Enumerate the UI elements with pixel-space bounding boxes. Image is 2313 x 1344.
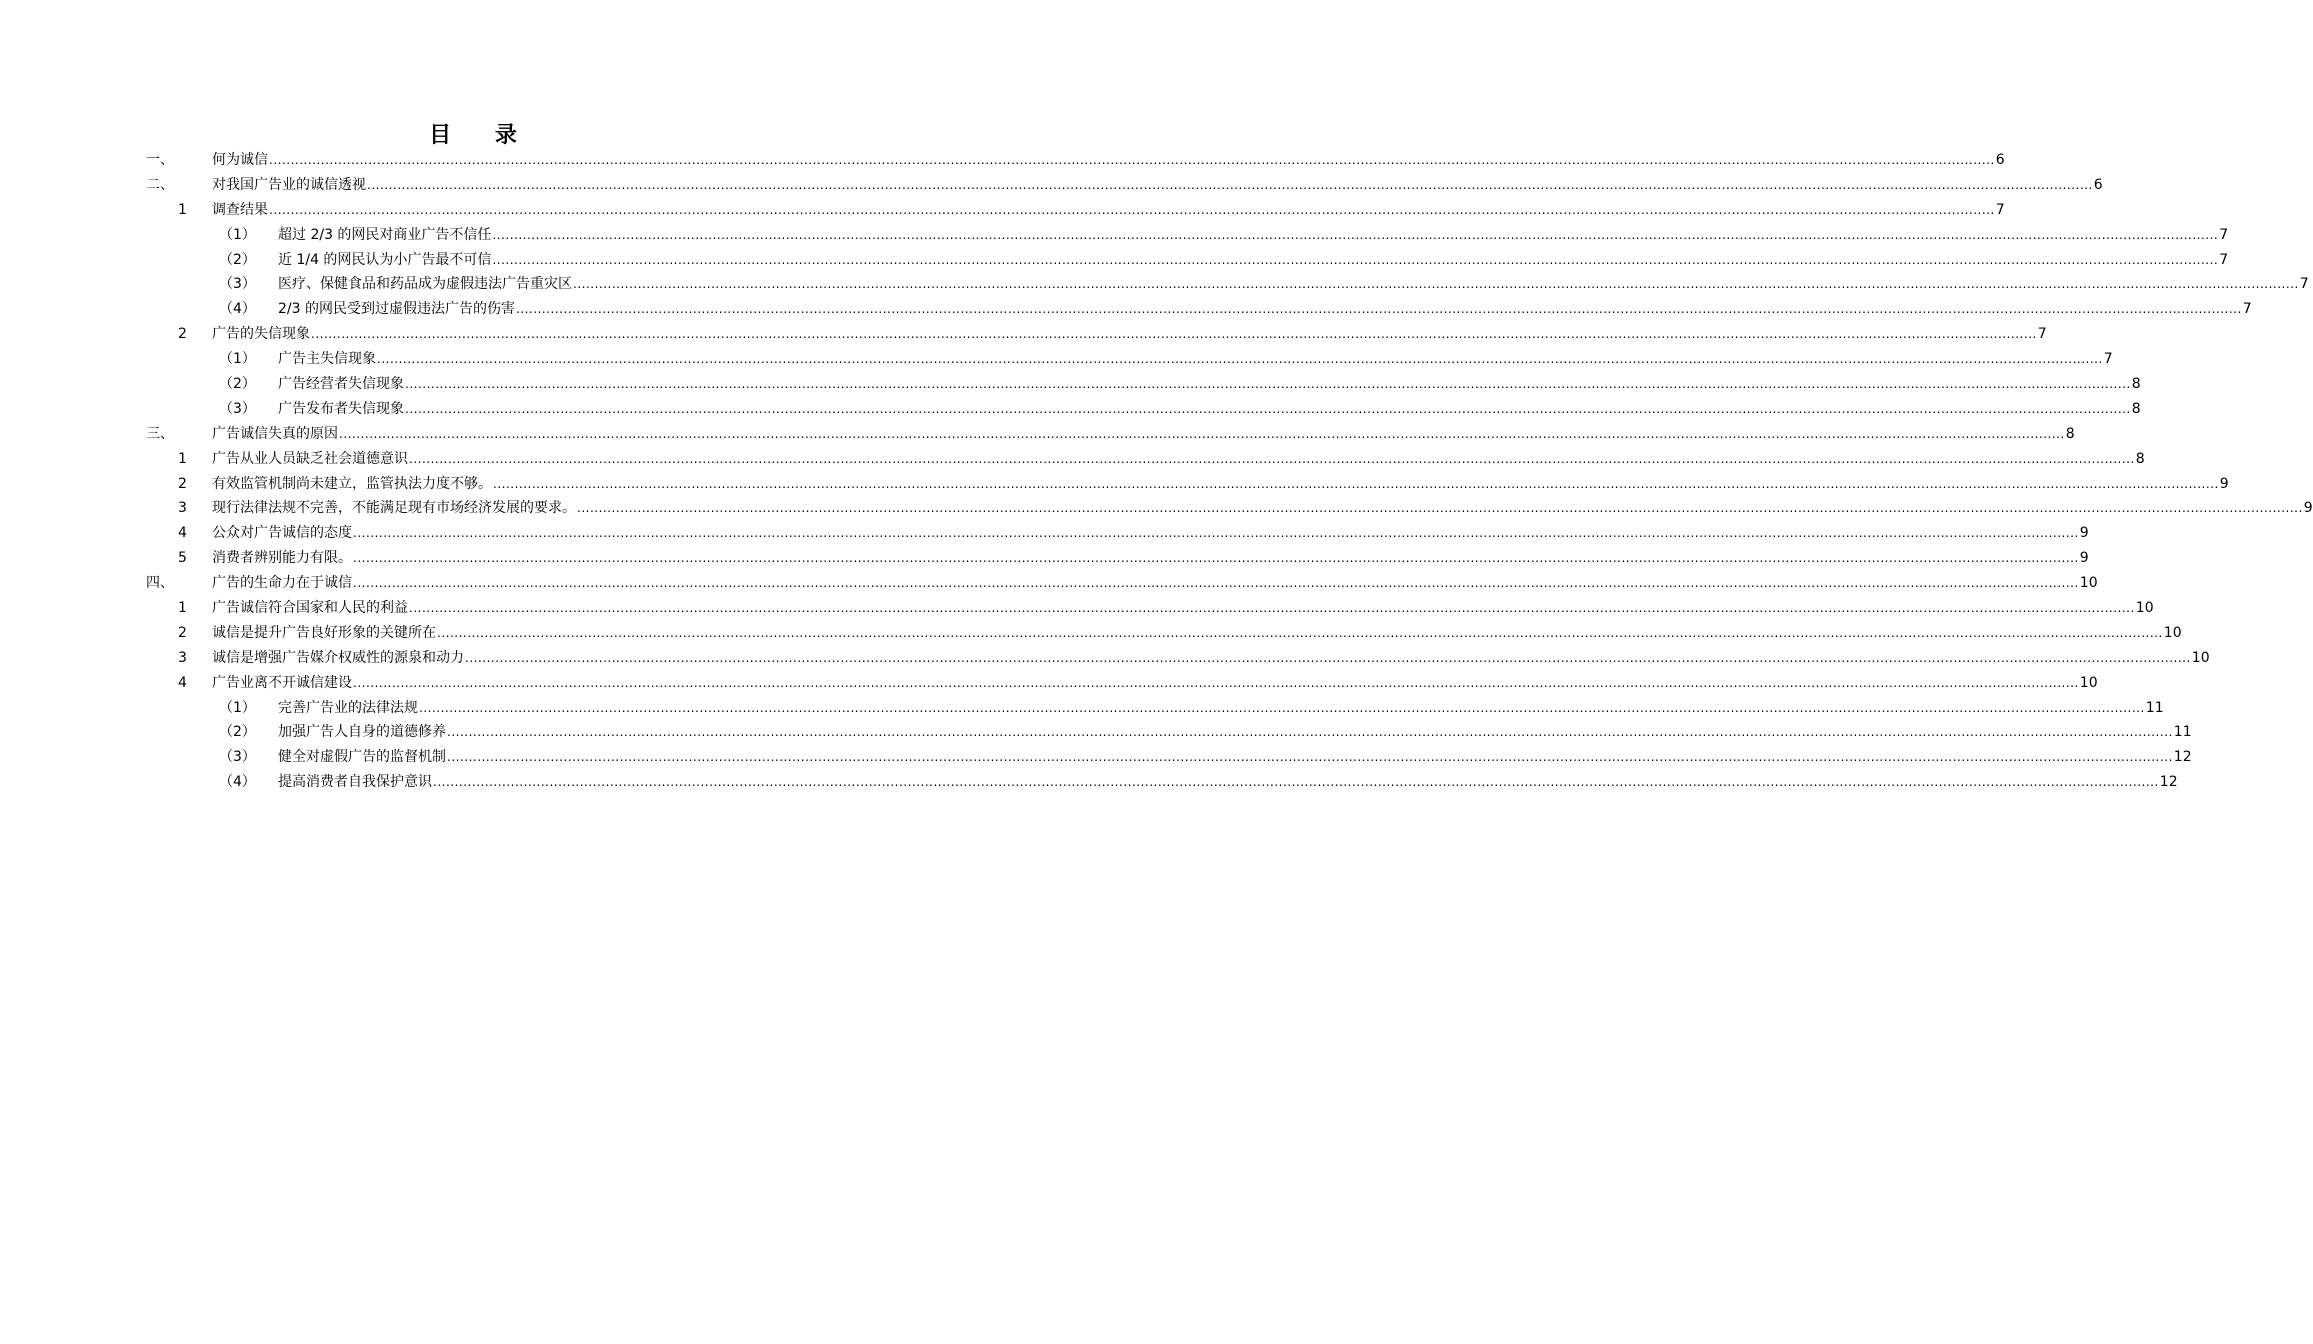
toc-entry[interactable] [0,322,2047,347]
toc-entry-number: （4） [219,301,256,318]
toc-dot-leader: ................................................................................................................................................................................................................................................................................................................................................................................................................ [409,451,2135,466]
toc-entry-page-number: 8 [2131,400,2141,417]
toc-entry-page-number: 7 [2037,326,2047,343]
toc-entry-title: 广告主失信现象 [278,351,376,368]
toc-entry-line [278,372,2141,397]
toc-entry-number: （1） [219,226,256,243]
toc-entry-line [212,472,2229,497]
toc-entry[interactable] [0,223,2229,248]
toc-entry-line [212,621,2182,646]
toc-entry-page-number: 7 [2242,301,2252,318]
toc-entry-title: 有效监管机制尚未建立，监管执法力度不够。 [212,475,492,492]
toc-entry-number: （3） [219,749,256,766]
toc-dot-leader: ................................................................................................................................................................................................................................................................................................................................................................................................................ [573,277,2299,292]
toc-entry-title: 调查结果 [212,201,268,218]
toc-entry[interactable] [0,447,2145,472]
toc-dot-leader: ................................................................................................................................................................................................................................................................................................................................................................................................................ [433,775,2159,790]
toc-entry[interactable] [0,671,2098,696]
toc-entry-number: （3） [219,400,256,417]
toc-entry-title: 广告业离不开诚信建设 [212,674,352,691]
toc-dot-leader: ................................................................................................................................................................................................................................................................................................................................................................................................................ [447,750,2173,765]
toc-dot-leader: ................................................................................................................................................................................................................................................................................................................................................................................................................ [465,650,2191,665]
toc-entry-line [278,745,2192,770]
toc-entry-line [212,198,2005,223]
toc-dot-leader: ................................................................................................................................................................................................................................................................................................................................................................................................................ [493,476,2219,491]
toc-entry-title: 消费者辨别能力有限。 [212,550,352,567]
toc-entry-title: 诚信是提升广告良好形象的关键所在 [212,624,436,641]
toc-entry-number: 二、 [146,176,174,193]
toc-entry-page-number: 12 [2159,774,2178,791]
toc-entry-line [212,521,2089,546]
toc-dot-leader: ................................................................................................................................................................................................................................................................................................................................................................................................................ [405,401,2131,416]
toc-entry-page-number: 11 [2173,724,2192,741]
toc-entry-number: 四、 [146,575,174,592]
toc-entry-number: 3 [178,500,187,517]
toc-entry-number: 4 [178,674,187,691]
toc-entry-line [278,272,2309,297]
toc-entry-line [278,248,2229,273]
toc-dot-leader: ................................................................................................................................................................................................................................................................................................................................................................................................................ [409,601,2135,616]
toc-entry[interactable] [0,397,2141,422]
toc-entry-line [212,447,2145,472]
toc-entry-number: 2 [178,624,187,641]
toc-entry[interactable] [0,173,2103,198]
toc-entry[interactable] [0,248,2229,273]
toc-entry[interactable] [0,720,2192,745]
toc-entry-page-number: 9 [2303,500,2313,517]
toc-entry-number: （2） [219,251,256,268]
toc-entry-title: 广告的生命力在于诚信 [212,575,352,592]
toc-entry-number: （1） [219,351,256,368]
toc-entry-number: 1 [178,600,187,617]
toc-entry-title: 诚信是增强广告媒介权威性的源泉和动力 [212,649,464,666]
toc-entry-title: 何为诚信 [212,152,268,168]
toc-entry-number: （2） [219,376,256,393]
toc-entry-line [212,496,2313,521]
toc-dot-leader: ................................................................................................................................................................................................................................................................................................................................................................................................................ [492,227,2219,242]
page-title: 目 录 [429,123,535,148]
toc-entry-page-number: 12 [2173,749,2192,766]
toc-entry-page-number: 6 [2093,176,2103,193]
toc-entry-number: 2 [178,475,187,492]
toc-entry-page-number: 10 [2079,575,2098,592]
toc-entry-page-number: 7 [2219,251,2229,268]
toc-dot-leader: ................................................................................................................................................................................................................................................................................................................................................................................................................ [419,700,2145,715]
toc-entry-page-number: 10 [2079,674,2098,691]
toc-entry-number: 1 [178,450,187,467]
toc-entry-number: （1） [219,699,256,716]
toc-entry-title: 完善广告业的法律法规 [278,699,418,716]
toc-entry[interactable] [0,546,2089,571]
toc-entry-number: 4 [178,525,187,542]
toc-entry[interactable] [0,745,2192,770]
toc-entry-page-number: 6 [1995,152,2005,168]
toc-entry-page-number: 8 [2135,450,2145,467]
toc-entry-number: 5 [178,550,187,567]
toc-entry[interactable] [0,372,2141,397]
toc-entry-title: 广告经营者失信现象 [278,376,404,393]
toc-entry-line [278,397,2141,422]
toc-dot-leader: ................................................................................................................................................................................................................................................................................................................................................................................................................ [515,302,2242,317]
toc-entry-number: 1 [178,201,187,218]
toc-entry-number: 2 [178,326,187,343]
toc-entry-page-number: 8 [2131,376,2141,393]
toc-entry-title: 现行法律法规不完善，不能满足现有市场经济发展的要求。 [212,500,576,517]
toc-entry[interactable] [0,272,2309,297]
toc-entry-line [212,571,2098,596]
toc-entry-page-number: 11 [2145,699,2164,716]
toc-entry-line [278,223,2229,248]
toc-dot-leader: ................................................................................................................................................................................................................................................................................................................................................................................................................ [339,426,2065,441]
toc-dot-leader: ................................................................................................................................................................................................................................................................................................................................................................................................................ [311,327,2037,342]
toc-entry-page-number: 10 [2191,649,2210,666]
toc-dot-leader: ................................................................................................................................................................................................................................................................................................................................................................................................................ [447,725,2173,740]
toc-entry-line [278,297,2252,322]
toc-entry[interactable] [0,148,2005,173]
toc-entry-number: 一、 [146,152,174,168]
toc-entry-title: 广告的失信现象 [212,326,310,343]
toc-entry-number: （2） [219,724,256,741]
toc-entry-line [278,720,2192,745]
toc-entry[interactable] [0,496,2313,521]
toc-entry[interactable] [0,297,2252,322]
toc-entry[interactable] [0,696,2164,721]
toc-entry-page-number: 9 [2219,475,2229,492]
toc-entry-line [212,322,2047,347]
toc-entry[interactable] [0,571,2098,596]
toc-dot-leader: ................................................................................................................................................................................................................................................................................................................................................................................................................ [377,352,2103,367]
toc-dot-leader: ................................................................................................................................................................................................................................................................................................................................................................................................................ [437,625,2163,640]
toc-entry-line [212,596,2154,621]
toc-entry-line [278,770,2178,795]
toc-entry-title: 2/3 的网民受到过虚假违法广告的伤害 [278,301,515,318]
toc-entry-title: 医疗、保健食品和药品成为虚假违法广告重灾区 [278,276,572,293]
toc-entry[interactable] [0,646,2210,671]
toc-entry-line [278,696,2164,721]
table-of-contents [0,148,2313,795]
toc-entry-page-number: 9 [2079,550,2089,567]
toc-entry-title: 公众对广告诚信的态度 [212,525,352,542]
toc-entry-page-number: 7 [2103,351,2113,368]
toc-entry-title: 广告诚信符合国家和人民的利益 [212,600,408,617]
toc-entry[interactable] [0,347,2113,372]
toc-entry-line [212,173,2103,198]
toc-dot-leader: ................................................................................................................................................................................................................................................................................................................................................................................................................ [269,202,1995,217]
toc-entry-line [212,422,2075,447]
toc-entry[interactable] [0,422,2075,447]
toc-dot-leader: ................................................................................................................................................................................................................................................................................................................................................................................................................ [492,252,2219,267]
toc-entry[interactable] [0,596,2154,621]
toc-entry-title: 加强广告人自身的道德修养 [278,724,446,741]
toc-entry-title: 对我国广告业的诚信透视 [212,176,366,193]
toc-entry-page-number: 10 [2135,600,2154,617]
toc-entry-page-number: 8 [2065,425,2075,442]
toc-entry-title: 广告诚信失真的原因 [212,425,338,442]
toc-entry-line [212,546,2089,571]
toc-entry-title: 广告发布者失信现象 [278,400,404,417]
toc-entry[interactable] [0,770,2178,795]
toc-dot-leader: ................................................................................................................................................................................................................................................................................................................................................................................................................ [353,551,2079,566]
toc-entry-page-number: 7 [2219,226,2229,243]
toc-entry-number: 3 [178,649,187,666]
toc-entry-title: 近 1/4 的网民认为小广告最不可信 [278,251,492,268]
toc-entry-title: 提高消费者自我保护意识 [278,774,432,791]
toc-entry-title: 健全对虚假广告的监督机制 [278,749,446,766]
toc-entry-line [212,646,2210,671]
toc-dot-leader: ................................................................................................................................................................................................................................................................................................................................................................................................................ [405,377,2131,392]
toc-dot-leader: ................................................................................................................................................................................................................................................................................................................................................................................................................ [353,526,2079,541]
toc-entry-line [212,671,2098,696]
toc-entry-page-number: 7 [1995,201,2005,218]
toc-dot-leader: ................................................................................................................................................................................................................................................................................................................................................................................................................ [353,675,2079,690]
toc-entry[interactable] [0,521,2089,546]
toc-entry-page-number: 7 [2299,276,2309,293]
toc-dot-leader: ................................................................................................................................................................................................................................................................................................................................................................................................................ [577,501,2303,516]
toc-entry[interactable] [0,621,2182,646]
toc-entry-title: 广告从业人员缺乏社会道德意识 [212,450,408,467]
toc-entry[interactable] [0,472,2229,497]
toc-entry-line [212,148,2005,173]
toc-entry-number: （4） [219,774,256,791]
toc-entry-number: （3） [219,276,256,293]
toc-entry-line [278,347,2113,372]
toc-entry-page-number: 9 [2079,525,2089,542]
toc-entry-page-number: 10 [2163,624,2182,641]
toc-dot-leader: ................................................................................................................................................................................................................................................................................................................................................................................................................ [353,576,2079,591]
toc-dot-leader: ................................................................................................................................................................................................................................................................................................................................................................................................................ [269,153,1995,167]
toc-dot-leader: ................................................................................................................................................................................................................................................................................................................................................................................................................ [367,177,2093,192]
toc-entry[interactable] [0,198,2005,223]
toc-entry-number: 三、 [146,425,174,442]
toc-entry-title: 超过 2/3 的网民对商业广告不信任 [278,226,492,243]
